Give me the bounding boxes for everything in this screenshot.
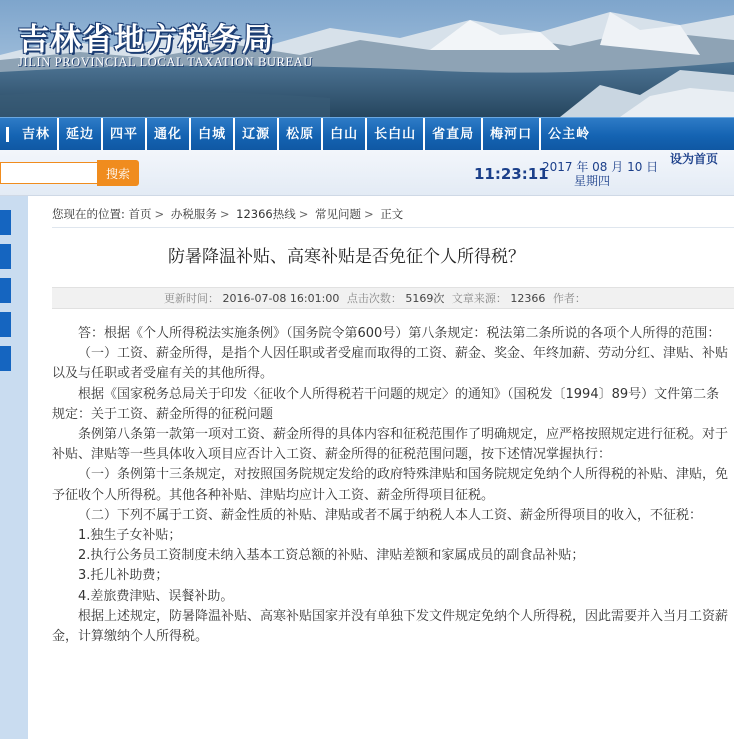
breadcrumb-home[interactable]: 首页 [128,207,152,221]
clicks-label: 点击次数： [346,292,402,305]
article-body [52,324,732,647]
search-button[interactable]: 搜索 [97,160,139,186]
nav-item-yanbian[interactable]: 延边 [59,118,103,151]
nav-item-siping[interactable]: 四平 [103,118,147,151]
breadcrumb-hotline[interactable]: 12366热线 [236,207,296,221]
breadcrumb-prefix: 您现在的位置: [52,207,125,221]
source-label: 文章来源： [451,292,507,305]
breadcrumb-current: 正文 [380,207,404,221]
update-label: 更新时间： [164,292,219,305]
breadcrumb-faq[interactable]: 常见问题 [315,207,362,221]
site-subtitle: JILIN PROVINCIAL LOCAL TAXATION BUREAU [18,55,313,69]
set-homepage-link[interactable]: 设为首页 [670,152,719,166]
breadcrumb-divider [52,227,734,228]
click-count: 5169次 [405,292,445,305]
current-date [542,160,658,188]
search-input[interactable] [0,162,97,184]
nav-item-baicheng[interactable]: 白城 [191,118,235,151]
paragraph: （一）条例第十三条规定，对按照国务院规定发给的政府特殊津贴和国务院规定免纳个人所得税的补贴、津贴，免予征收个人所得税。其他各种补贴、津贴均应计入工资、薪金所得项目征税。 [52,467,729,503]
breadcrumb-separator: > [219,207,230,221]
current-time: 11:23:11 [474,165,549,183]
nav-divider [6,127,9,142]
left-sidebar [0,196,28,739]
list-item: 3.托儿补助费； [78,568,169,584]
sidebar-tab[interactable] [0,210,11,235]
sidebar-tab[interactable] [0,346,11,371]
weekday-text: 星期四 [574,174,611,188]
header-banner [0,0,734,117]
paragraph: （二）下列不属于工资、薪金性质的补贴、津贴或者不属于纳税人本人工资、薪金所得项目的收入，不征税： [78,507,703,523]
nav-item-changbaishan[interactable]: 长白山 [367,118,425,151]
paragraph: （一）工资、薪金所得，是指个人因任职或者受雇而取得的工资、薪金、奖金、年终加薪、劳动分红、津贴、补贴以及与任职或者受雇有关的其他所得。 [52,346,729,382]
list-item: 1.独生子女补贴； [78,528,182,544]
nav-item-songyuan[interactable]: 松原 [279,118,323,151]
sidebar-tab[interactable] [0,244,11,269]
nav-item-baishan[interactable]: 白山 [323,118,367,151]
breadcrumb-separator: > [298,207,309,221]
breadcrumb [52,206,403,222]
paragraph: 根据《国家税务总局关于印发〈征收个人所得税若干问题的规定〉的通知》（国税发〔1994〕89号）文件第二条规定：关于工资、薪金所得的征税问题 [52,386,720,422]
site-title: 吉林省地方税务局 [18,22,274,58]
article-meta [52,287,734,309]
author-label: 作者： [552,292,586,305]
nav-item-gongzhuling[interactable]: 公主岭 [548,127,591,142]
region-nav-bar [0,117,734,151]
sidebar-tab[interactable] [0,312,11,337]
list-item: 2.执行公务员工资制度未纳入基本工资总额的补贴、津贴差额和家属成员的副食品补贴； [78,548,585,564]
breadcrumb-separator: > [364,207,374,221]
breadcrumb-tax-service[interactable]: 办税服务 [170,207,217,221]
update-time: 2016-07-08 16:01:00 [222,292,340,305]
paragraph: 条例第八条第一款第一项对工资、薪金所得的具体内容和征税范围作了明确规定，应严格按照规定进行征税。对于补贴、津贴等一些具体收入项目应否计入工资、薪金所得的征税范围问题，按下述情况掌握执行： [52,427,729,463]
nav-item-meihekou[interactable]: 梅河口 [483,118,541,151]
article-title: 防暑降温补贴、高寒补贴是否免征个人所得税？ [168,247,525,267]
paragraph: 根据上述规定，防暑降温补贴、高寒补贴国家并没有单独下发文件规定免纳个人所得税，因此需要并入当月工资薪金，计算缴纳个人所得税。 [52,608,729,645]
nav-item-shengzhiju[interactable]: 省直局 [425,118,483,151]
nav-item-jilin[interactable]: 吉林 [15,118,59,151]
sidebar-tab[interactable] [0,278,11,303]
nav-item-tonghua[interactable]: 通化 [147,118,191,151]
list-item: 4.差旅费津贴、误餐补助。 [78,588,234,604]
paragraph: 答：根据《个人所得税法实施条例》（国务院令第600号）第八条规定：税法第二条所说的各项个人所得的范围： [78,326,721,341]
date-text: 2017 年 08 月 10 日 [542,160,659,174]
article-source: 12366 [510,292,546,305]
breadcrumb-separator: > [154,207,165,221]
nav-item-liaoyuan[interactable]: 辽源 [235,118,279,151]
